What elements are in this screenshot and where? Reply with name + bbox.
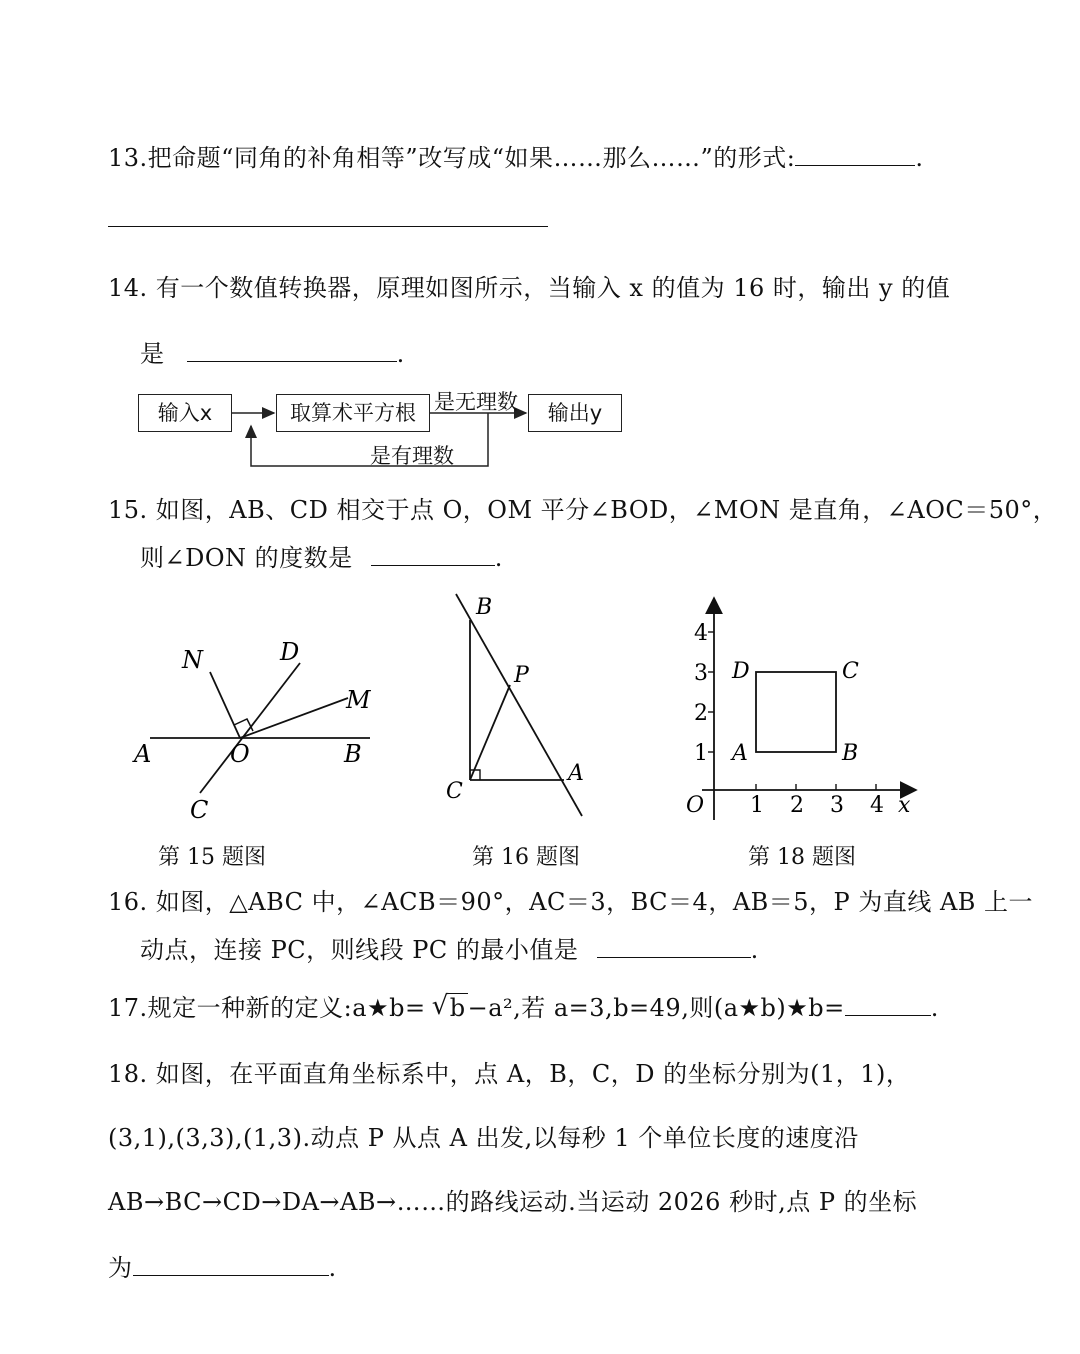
question-18-line4: 为 . — [108, 1254, 337, 1282]
label-m: M — [346, 686, 371, 714]
question-13: 13.把命题“同角的补角相等”改写成“如果……那么……”的形式: . — [108, 144, 924, 172]
segment-pc — [470, 685, 510, 780]
ray-on — [210, 672, 240, 738]
question-15-line1: 15. 如图，AB、CD 相交于点 O，OM 平分∠BOD，∠MON 是直角，∠AOC＝50°， — [108, 496, 1058, 524]
x-tick-3: 3 — [830, 793, 844, 818]
label-n: N — [182, 646, 203, 674]
y-tick-3: 3 — [694, 661, 708, 686]
q18-answer-blank[interactable] — [133, 1253, 329, 1276]
label-o: O — [230, 740, 250, 768]
question-17: 17.规定一种新的定义:a★b= √ b−a²,若 a=3,b=49,则(a★b)★b= . — [108, 988, 939, 1023]
ray-om — [240, 698, 348, 738]
y-tick-1: 1 — [694, 741, 708, 766]
q15-answer-blank[interactable] — [371, 543, 495, 566]
origin-label: O — [686, 793, 705, 818]
label-p: P — [514, 663, 529, 688]
flow-irrational-label: 是无理数 — [434, 390, 518, 414]
y-tick-4: 4 — [694, 621, 708, 646]
q14-answer-blank[interactable] — [187, 339, 397, 362]
caption-fig18: 第 18 题图 — [748, 845, 856, 870]
figure-18 — [680, 590, 930, 830]
label-c: C — [842, 659, 859, 684]
caption-fig16: 第 16 题图 — [472, 845, 580, 870]
figure-16 — [440, 590, 610, 830]
question-18-line1: 18. 如图，在平面直角坐标系中，点 A，B，C，D 的坐标分别为(1，1)， — [108, 1060, 911, 1088]
label-d: D — [280, 638, 300, 666]
label-b: B — [344, 740, 362, 768]
question-16-line2: 动点，连接 PC，则线段 PC 的最小值是 . — [140, 936, 759, 964]
figure-15 — [120, 630, 380, 830]
q13-answer-line[interactable] — [108, 226, 548, 227]
x-tick-2: 2 — [790, 793, 804, 818]
caption-fig15: 第 15 题图 — [158, 845, 266, 870]
line-ab — [456, 594, 582, 816]
label-d: D — [732, 659, 750, 684]
q13-answer-blank[interactable] — [795, 143, 915, 166]
label-a: A — [568, 761, 584, 786]
label-c: C — [190, 796, 209, 824]
label-a: A — [134, 740, 152, 768]
question-18-line3: AB→BC→CD→DA→AB→……的路线运动.当运动 2026 秒时,点 P 的坐标 — [108, 1188, 918, 1216]
question-15-line2: 则∠DON 的度数是 . — [140, 544, 503, 572]
label-c: C — [446, 779, 463, 804]
sqrt-b: √ b — [434, 994, 468, 1022]
x-axis-label: x — [898, 793, 911, 818]
question-16-line1: 16. 如图，△ABC 中，∠ACB＝90°，AC＝3，BC＝4，AB＝5，P 为直线 AB 上一 — [108, 888, 1034, 916]
x-tick-1: 1 — [750, 793, 764, 818]
q17-answer-blank[interactable] — [845, 993, 931, 1016]
label-b: B — [842, 741, 859, 766]
flow-input-box: 输入x — [138, 394, 232, 432]
question-14-line2: 是 . — [140, 340, 405, 368]
q16-answer-blank[interactable] — [597, 935, 751, 958]
flow-rational-label: 是有理数 — [370, 444, 454, 468]
y-tick-2: 2 — [694, 701, 708, 726]
label-b: B — [476, 595, 493, 620]
flow-sqrt-box: 取算术平方根 — [276, 394, 430, 432]
x-tick-4: 4 — [870, 793, 884, 818]
square-abcd — [756, 672, 836, 752]
question-14-line1: 14. 有一个数值转换器，原理如图所示，当输入 x 的值为 16 时，输出 y 的值 — [108, 274, 951, 302]
q13-text: 13.把命题“同角的补角相等”改写成“如果……那么……”的形式: — [108, 144, 796, 172]
flow-output-box: 输出y — [528, 394, 622, 432]
label-a: A — [732, 741, 748, 766]
question-18-line2: (3,1),(3,3),(1,3).动点 P 从点 A 出发,以每秒 1 个单位长度的速度沿 — [108, 1124, 859, 1152]
